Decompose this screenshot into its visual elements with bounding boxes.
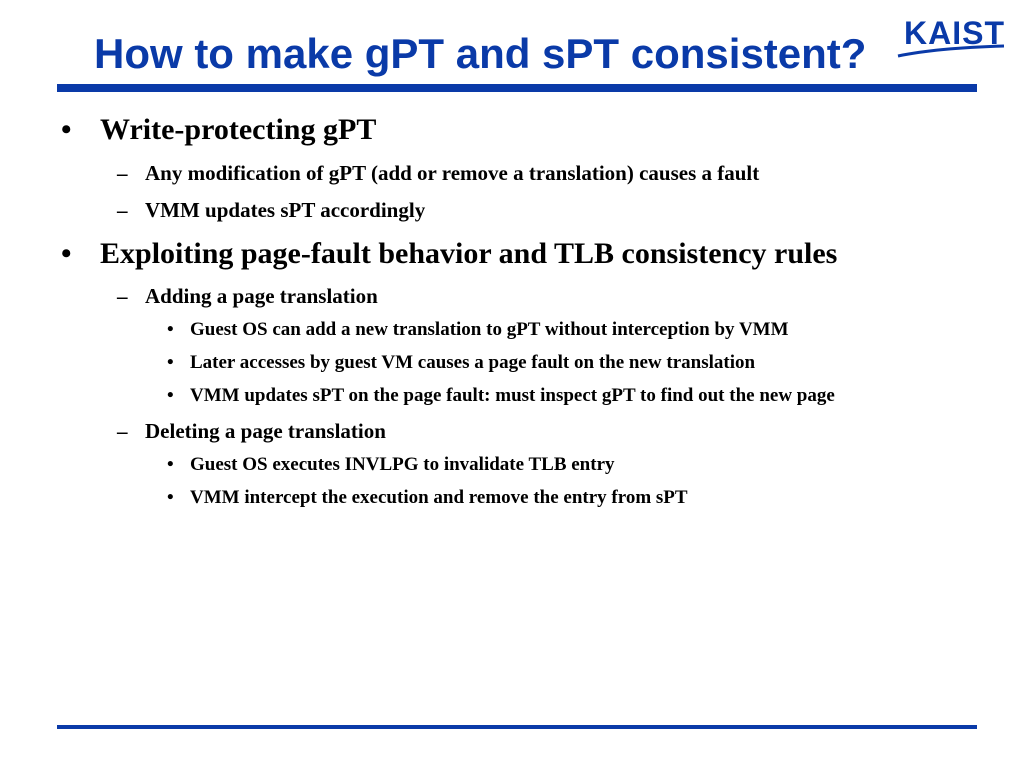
sub-sub-bullet-text: Later accesses by guest VM causes a page fault on the new translation <box>190 352 756 373</box>
sub-sub-bullet-marker: • <box>167 487 174 508</box>
sub-sub-bullet-marker: • <box>167 385 174 406</box>
kaist-logo <box>896 10 1006 62</box>
sub-bullet-text: Any modification of gPT (add or remove a translation) causes a fault <box>145 161 760 185</box>
bullet-marker: • <box>61 113 72 146</box>
kaist-logo-text: KAIST <box>904 15 1005 51</box>
sub-bullet-marker: – <box>117 198 128 222</box>
sub-sub-bullet-marker: • <box>167 352 174 373</box>
sub-sub-bullet-marker: • <box>167 319 174 340</box>
sub-sub-bullet-text: Guest OS executes INVLPG to invalidate TLB entry <box>190 454 615 475</box>
sub-sub-bullet-text: Guest OS can add a new translation to gPT without interception by VMM <box>190 319 789 340</box>
sub-bullet-marker: – <box>117 161 128 185</box>
sub-bullet-text: VMM updates sPT accordingly <box>145 198 426 222</box>
sub-bullet-text: Adding a page translation <box>145 284 378 308</box>
sub-bullet-marker: – <box>117 419 128 443</box>
sub-sub-bullet-text: VMM intercept the execution and remove the entry from sPT <box>190 487 688 508</box>
sub-bullet-text: Deleting a page translation <box>145 419 386 443</box>
bullet-text: Write-protecting gPT <box>100 113 377 146</box>
sub-bullet-marker: – <box>117 284 128 308</box>
kaist-logo-graphic <box>896 10 1006 62</box>
slide-title: How to make gPT and sPT consistent? <box>94 30 867 77</box>
title-divider <box>57 84 977 92</box>
bullet-marker: • <box>61 237 72 270</box>
sub-sub-bullet-text: VMM updates sPT on the page fault: must inspect gPT to find out the new page <box>190 385 835 406</box>
bullet-text: Exploiting page-fault behavior and TLB consistency rules <box>100 237 838 270</box>
sub-sub-bullet-marker: • <box>167 454 174 475</box>
footer-divider <box>57 725 977 729</box>
